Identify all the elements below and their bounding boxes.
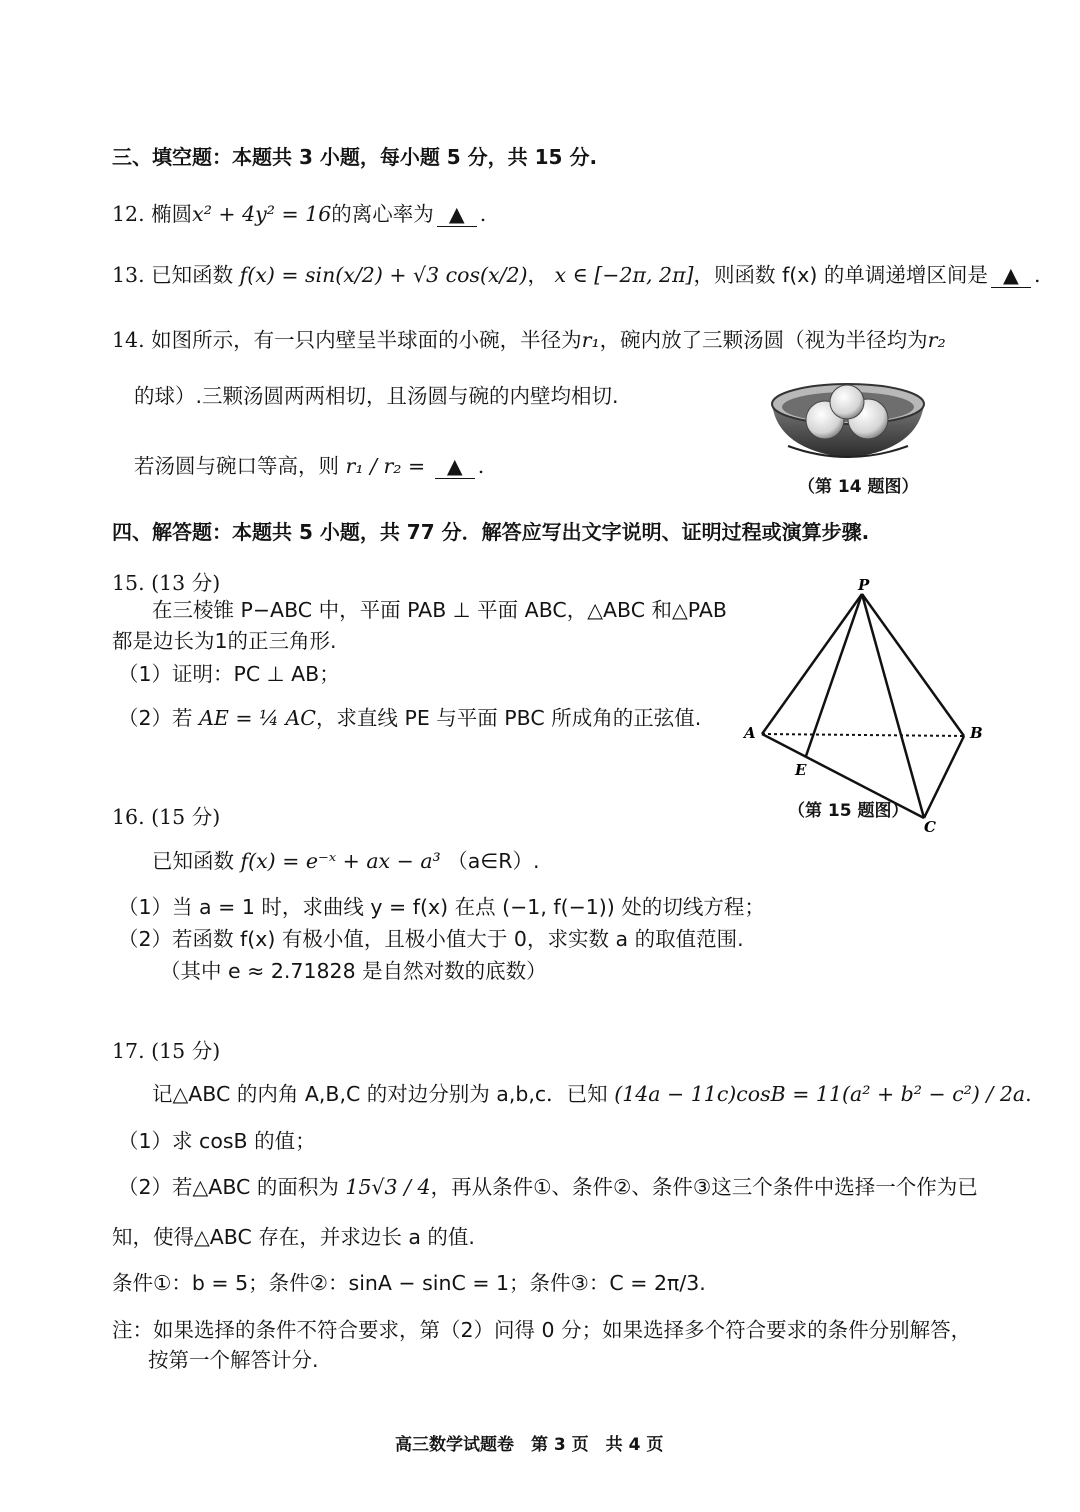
label-A: A <box>744 724 756 742</box>
q14-line2: 的球）.三颗汤圆两两相切，且汤圆与碗的内壁均相切. <box>134 384 619 408</box>
question-12: 12. 椭圆x² + 4y² = 16的离心率为 ▲ . <box>112 202 487 226</box>
question-13: 13. 已知函数 f(x) = sin(x/2) + √3 cos(x/2)， x ∈ [−2π, 2π]，则函数 f(x) 的单调递增区间是 ▲ . <box>112 263 1041 287</box>
q16-part1: （1）当 a = 1 时，求曲线 y = f(x) 在点 (−1, f(−1)) 处的切线方程； <box>118 895 765 919</box>
bowl-figure <box>768 372 928 472</box>
q16-number: 16. <box>112 805 145 829</box>
q12-answer-blank: ▲ <box>437 203 477 227</box>
q13-answer-blank: ▲ <box>991 264 1031 288</box>
edge-PB <box>862 594 964 736</box>
q13-domain: x ∈ [−2π, 2π] <box>554 263 694 287</box>
edge-PA <box>762 594 862 734</box>
q14-line1: 如图所示，有一只内壁呈半球面的小碗，半径为 <box>151 328 582 352</box>
q12-prefix: 椭圆 <box>151 202 193 226</box>
q16-stem-cond: （a∈R）. <box>447 849 540 873</box>
q12-suffix: 的离心率为 <box>331 202 434 226</box>
edge-BC <box>924 736 964 818</box>
q12-equation: x² + 4y² = 16 <box>192 202 332 226</box>
q13-function: f(x) = sin(x/2) + √3 cos(x/2) <box>239 263 528 287</box>
q15-header <box>112 573 220 594</box>
edge-PC <box>862 594 924 818</box>
tetrahedron-figure <box>738 578 998 836</box>
q16-note: （其中 e ≈ 2.71828 是自然对数的底数） <box>160 959 547 983</box>
question-14-line3: 若汤圆与碗口等高，则 r₁ / r₂ = ▲ . <box>134 454 485 478</box>
label-P: P <box>858 578 870 594</box>
q14-r2: r₂ <box>927 328 946 352</box>
q17-number: 17. <box>112 1039 145 1063</box>
tangyuan-back <box>830 385 864 419</box>
q13-suffix: ，则函数 f(x) 的单调递增区间是 <box>693 263 988 287</box>
q17-part2-pre: （2）若△ABC 的面积为 <box>118 1175 339 1199</box>
q16-header <box>112 807 220 828</box>
q17-stem: 记△ABC 的内角 A,B,C 的对边分别为 a,b,c．已知 (14a − 11c)cosB = 11(a² + b² − c²) / 2a. <box>152 1082 1032 1106</box>
section3-title: 三、填空题：本题共 3 小题，每小题 5 分，共 15 分. <box>112 145 598 169</box>
q16-stem-pre: 已知函数 <box>152 849 234 873</box>
q17-conditions: 条件①：b = 5；条件②：sinA − sinC = 1；条件③：C = 2π/3. <box>112 1271 706 1295</box>
q15-part2-pre: （2）若 <box>118 706 193 730</box>
q17-note1: 注：如果选择的条件不符合要求，第（2）问得 0 分；如果选择多个符合要求的条件分别解答， <box>112 1318 972 1342</box>
q14-figure-caption: （第 14 题图） <box>798 477 919 497</box>
q15-part1: （1）证明：PC ⊥ AB； <box>118 662 340 686</box>
q17-stem-text: 记△ABC 的内角 A,B,C 的对边分别为 a,b,c．已知 <box>152 1082 608 1106</box>
label-B: B <box>970 724 983 742</box>
q17-equation: (14a − 11c)cosB = 11(a² + b² − c²) / 2a <box>614 1082 1026 1106</box>
q17-part2-post: ，再从条件①、条件②、条件③这三个条件中选择一个作为已 <box>430 1175 978 1199</box>
q14-line1b: ，碗内放了三颗汤圆（视为半径均为 <box>599 328 928 352</box>
q15-vector-equation: AE = ¼ AC <box>199 706 316 730</box>
q15-part2-post: ，求直线 PE 与平面 PBC 所成角的正弦值. <box>315 706 702 730</box>
edge-PE <box>806 594 862 756</box>
q17-note2: 按第一个解答计分. <box>148 1348 319 1372</box>
q17-part2-line2: 知，使得△ABC 存在，并求边长 a 的值. <box>112 1225 475 1249</box>
label-C: C <box>924 818 936 836</box>
q14-answer-blank: ▲ <box>435 455 475 479</box>
q17-score: (15 分) <box>151 1039 221 1063</box>
section4-title: 四、解答题：本题共 5 小题，共 77 分．解答应写出文字说明、证明过程或演算步骤. <box>112 520 870 544</box>
q14-ratio: r₁ / r₂ <box>345 454 402 478</box>
label-E: E <box>795 761 807 779</box>
q14-number: 14. <box>112 328 145 352</box>
q15-figure-caption: （第 15 题图） <box>788 801 909 821</box>
q14-r1: r₁ <box>581 328 600 352</box>
q16-part2: （2）若函数 f(x) 有极小值，且极小值大于 0，求实数 a 的取值范围. <box>118 927 744 951</box>
q13-number: 13. <box>112 263 145 287</box>
q13-prefix: 已知函数 <box>151 263 234 287</box>
q16-stem <box>152 851 539 872</box>
page-footer: 高三数学试题卷 第 3 页 共 4 页 <box>395 1435 664 1455</box>
edge-AB-hidden <box>762 734 964 736</box>
q15-part2 <box>118 708 701 729</box>
q12-number: 12. <box>112 202 145 226</box>
q15-stem1: 在三棱锥 P−ABC 中，平面 PAB ⊥ 平面 ABC，△ABC 和△PAB <box>152 598 727 622</box>
q16-function: f(x) = e⁻ˣ + ax − a³ <box>240 849 441 873</box>
q17-part1: （1）求 cosB 的值； <box>118 1129 316 1153</box>
q15-stem2: 都是边长为1的正三角形. <box>112 629 337 653</box>
q17-area: 15√3 / 4 <box>345 1175 431 1199</box>
q15-score: (13 分) <box>151 571 221 595</box>
q17-part2 <box>118 1177 978 1198</box>
q14-line3: 若汤圆与碗口等高，则 <box>134 454 339 478</box>
q15-number: 15. <box>112 571 145 595</box>
question-14-line1 <box>112 330 946 351</box>
q17-header <box>112 1041 220 1062</box>
q16-score: (15 分) <box>151 805 221 829</box>
